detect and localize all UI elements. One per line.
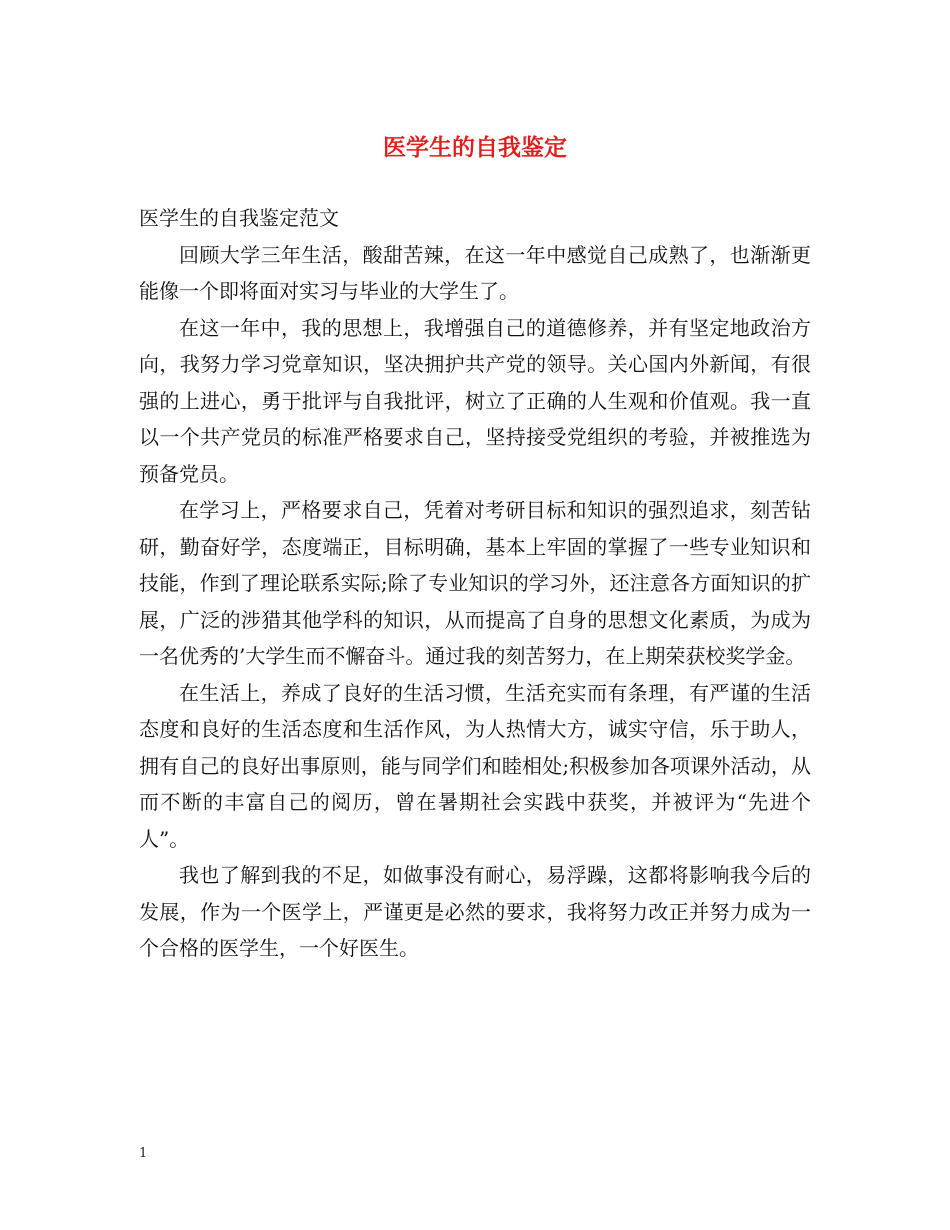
- paragraph-3: 在学习上，严格要求自己，凭着对考研目标和知识的强烈追求，刻苦钻研，勤奋好学，态度端正，目标明确，基本上牢固的掌握了一些专业知识和技能，作到了理论联系实际;除了专业知识的学习外，还注意各方面知识的扩展，广泛的涉猎其他学科的知识，从而提高了自身的思想文化素质，为成为一名优秀的’大学生而不懈奋斗。通过我的刻苦努力，在上期荣获校奖学金。: [139, 498, 811, 668]
- document-title: 医学生的自我鉴定: [383, 134, 567, 161]
- page-number: 1: [139, 1146, 148, 1161]
- paragraph-2: 在这一年中，我的思想上，我增强自己的道德修养，并有坚定地政治方向，我努力学习党章知识，坚决拥护共产党的领导。关心国内外新闻，有很强的上进心，勇于批评与自我批评，树立了正确的人生观和价值观。我一直以一个共产党员的标准严格要求自己，坚持接受党组织的考验，并被推选为预备党员。: [139, 315, 811, 486]
- paragraph-1: 回顾大学三年生活，酸甜苦辣，在这一年中感觉自己成熟了，也渐渐更能像一个即将面对实习与毕业的大学生了。: [139, 242, 811, 303]
- paragraph-5: 我也了解到我的不足，如做事没有耐心，易浮躁，这都将影响我今后的发展，作为一个医学上，严谨更是必然的要求，我将努力改正并努力成为一个合格的医学生，一个好医生。: [139, 863, 811, 960]
- document-subtitle: 医学生的自我鉴定范文: [139, 206, 339, 230]
- document-body: [139, 200, 811, 967]
- paragraph-4: 在生活上，养成了良好的生活习惯，生活充实而有条理，有严谨的生活态度和良好的生活态度和生活作风，为人热情大方，诚实守信，乐于助人，拥有自己的良好出事原则，能与同学们和睦相处;积极参加各项课外活动，从而不断的丰富自己的阅历，曾在暑期社会实践中获奖，并被评为“先进个人”。: [139, 680, 811, 851]
